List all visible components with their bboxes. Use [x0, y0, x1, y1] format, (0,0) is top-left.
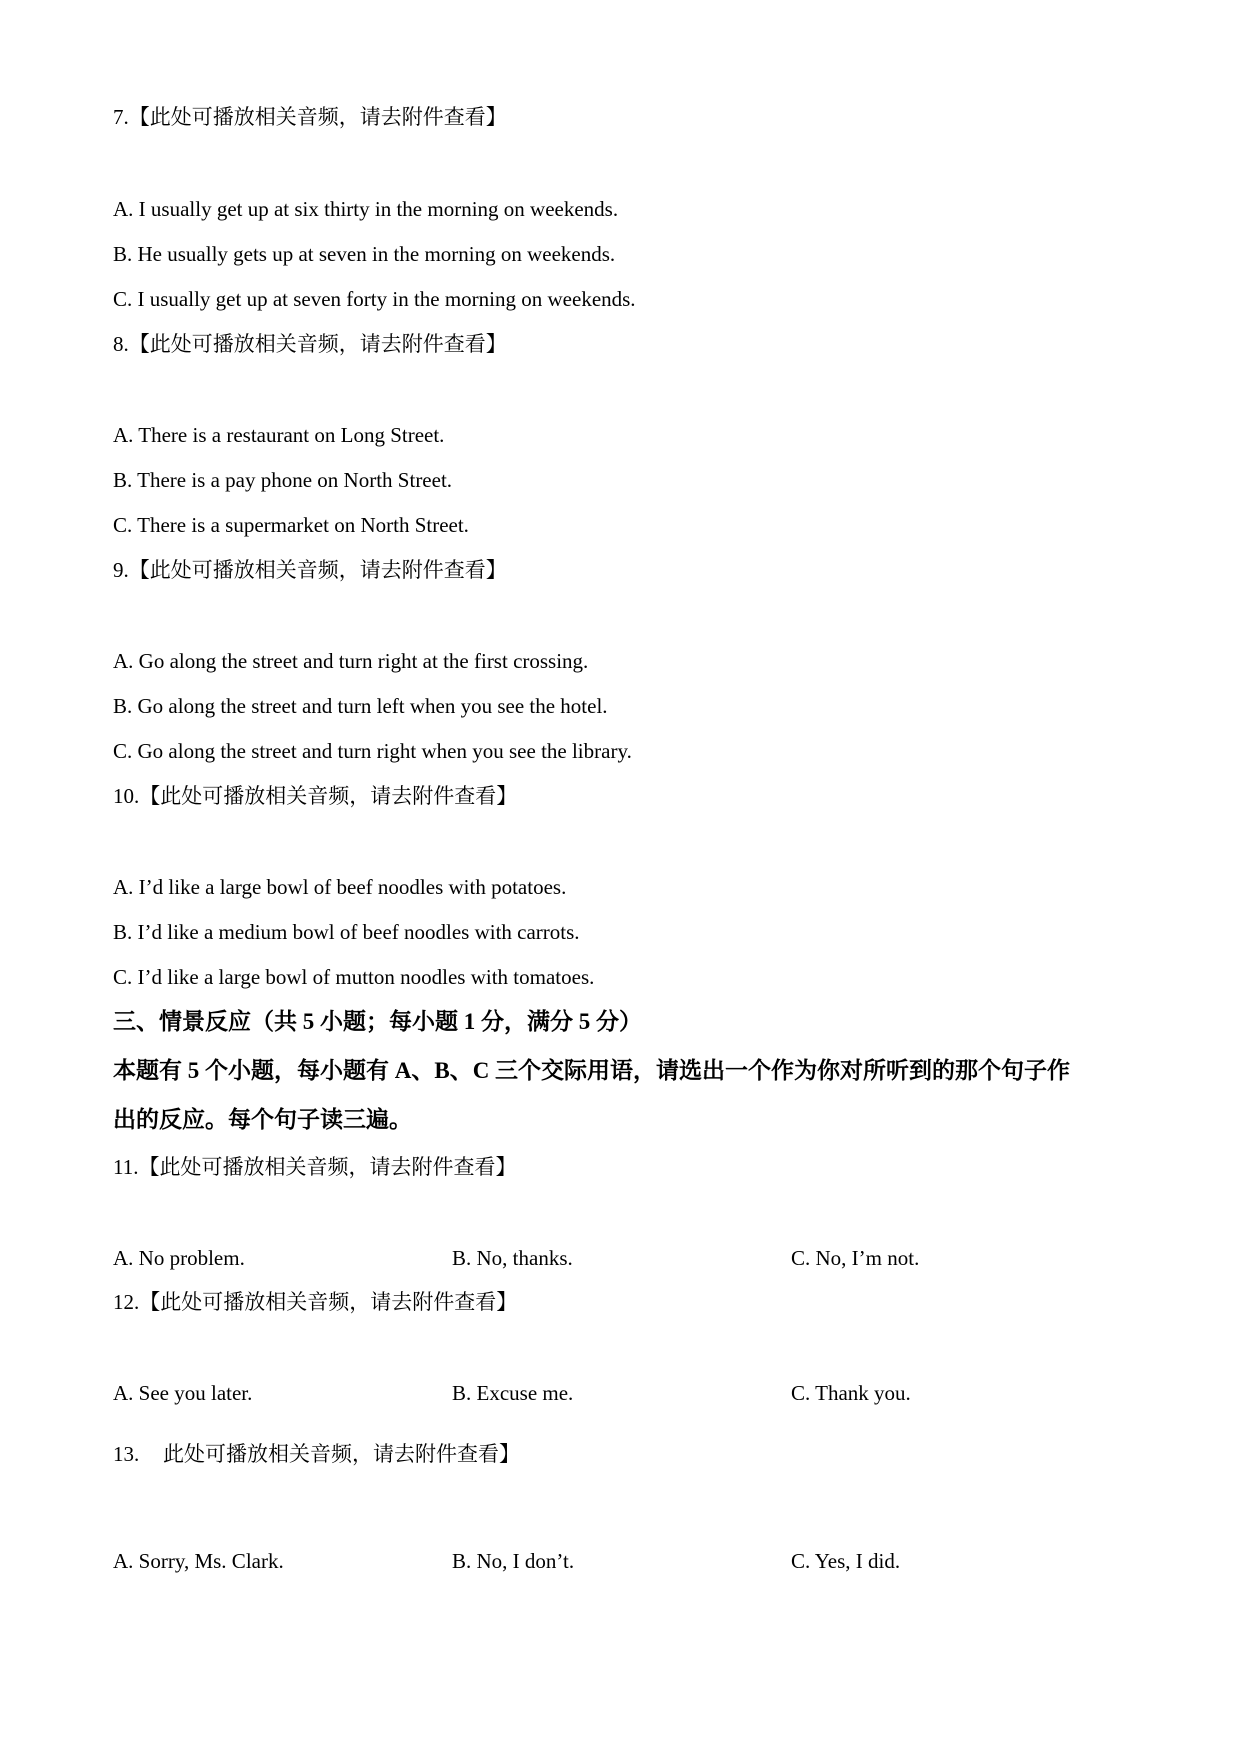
question-number: 12.	[113, 1290, 140, 1314]
option-a: A. There is a restaurant on Long Street.	[113, 423, 445, 447]
audio-prompt: 【此处可播放相关音频，请去附件查看】	[139, 784, 518, 808]
option-b: B. Excuse me.	[452, 1381, 574, 1405]
option-c: C. Go along the street and turn right when you see the library.	[113, 739, 632, 763]
question-number: 11.	[113, 1155, 139, 1179]
audio-prompt: 【此处可播放相关音频，请去附件查看】	[128, 332, 507, 356]
option-c: C. Thank you.	[791, 1381, 911, 1405]
audio-prompt: 【此处可播放相关音频，请去附件查看】	[139, 1290, 518, 1314]
audio-prompt: 【此处可播放相关音频，请去附件查看】	[128, 105, 507, 129]
question-11	[113, 1153, 516, 1181]
option-c: C. I’d like a large bowl of mutton noodles with tomatoes.	[113, 965, 595, 989]
question-number: 13.	[113, 1442, 140, 1466]
question-number: 9.	[113, 558, 129, 582]
question-13	[113, 1440, 520, 1468]
option-a: A. Go along the street and turn right at the first crossing.	[113, 649, 589, 673]
option-c: C. There is a supermarket on North Street.	[113, 513, 469, 537]
option-b: B. He usually gets up at seven in the morning on weekends.	[113, 242, 616, 266]
question-10	[113, 782, 517, 810]
audio-prompt: 【此处可播放相关音频，请去附件查看】	[138, 1155, 517, 1179]
question-8	[113, 330, 507, 358]
question-12	[113, 1288, 517, 1316]
option-b: B. Go along the street and turn left when you see the hotel.	[113, 694, 608, 718]
question-number: 7.	[113, 105, 129, 129]
option-a: A. See you later.	[113, 1381, 253, 1405]
audio-prompt: 此处可播放相关音频，请去附件查看】	[163, 1442, 520, 1466]
option-b: B. I’d like a medium bowl of beef noodles with carrots.	[113, 920, 580, 944]
question-number: 8.	[113, 332, 129, 356]
section-instruction-cont: 出的反应。每个句子读三遍。	[113, 1107, 412, 1132]
audio-prompt: 【此处可播放相关音频，请去附件查看】	[128, 558, 507, 582]
option-c: C. I usually get up at seven forty in the morning on weekends.	[113, 287, 636, 311]
option-a: A. I’d like a large bowl of beef noodles with potatoes.	[113, 875, 567, 899]
question-7	[113, 103, 507, 131]
option-c: C. No, I’m not.	[791, 1246, 920, 1270]
question-9	[113, 556, 507, 584]
question-number: 10.	[113, 784, 140, 808]
section-title: 三、情景反应（共 5 小题；每小题 1 分，满分 5 分）	[113, 1009, 642, 1034]
option-b: B. No, thanks.	[452, 1246, 573, 1270]
option-b: B. There is a pay phone on North Street.	[113, 468, 453, 492]
option-a: A. No problem.	[113, 1246, 245, 1270]
option-a: A. Sorry, Ms. Clark.	[113, 1549, 284, 1573]
option-b: B. No, I don’t.	[452, 1549, 575, 1573]
section-instruction: 本题有 5 个小题，每小题有 A、B、C 三个交际用语，请选出一个作为你对所听到的那个句子作	[113, 1058, 1071, 1083]
option-a: A. I usually get up at six thirty in the morning on weekends.	[113, 197, 619, 221]
option-c: C. Yes, I did.	[791, 1549, 901, 1573]
